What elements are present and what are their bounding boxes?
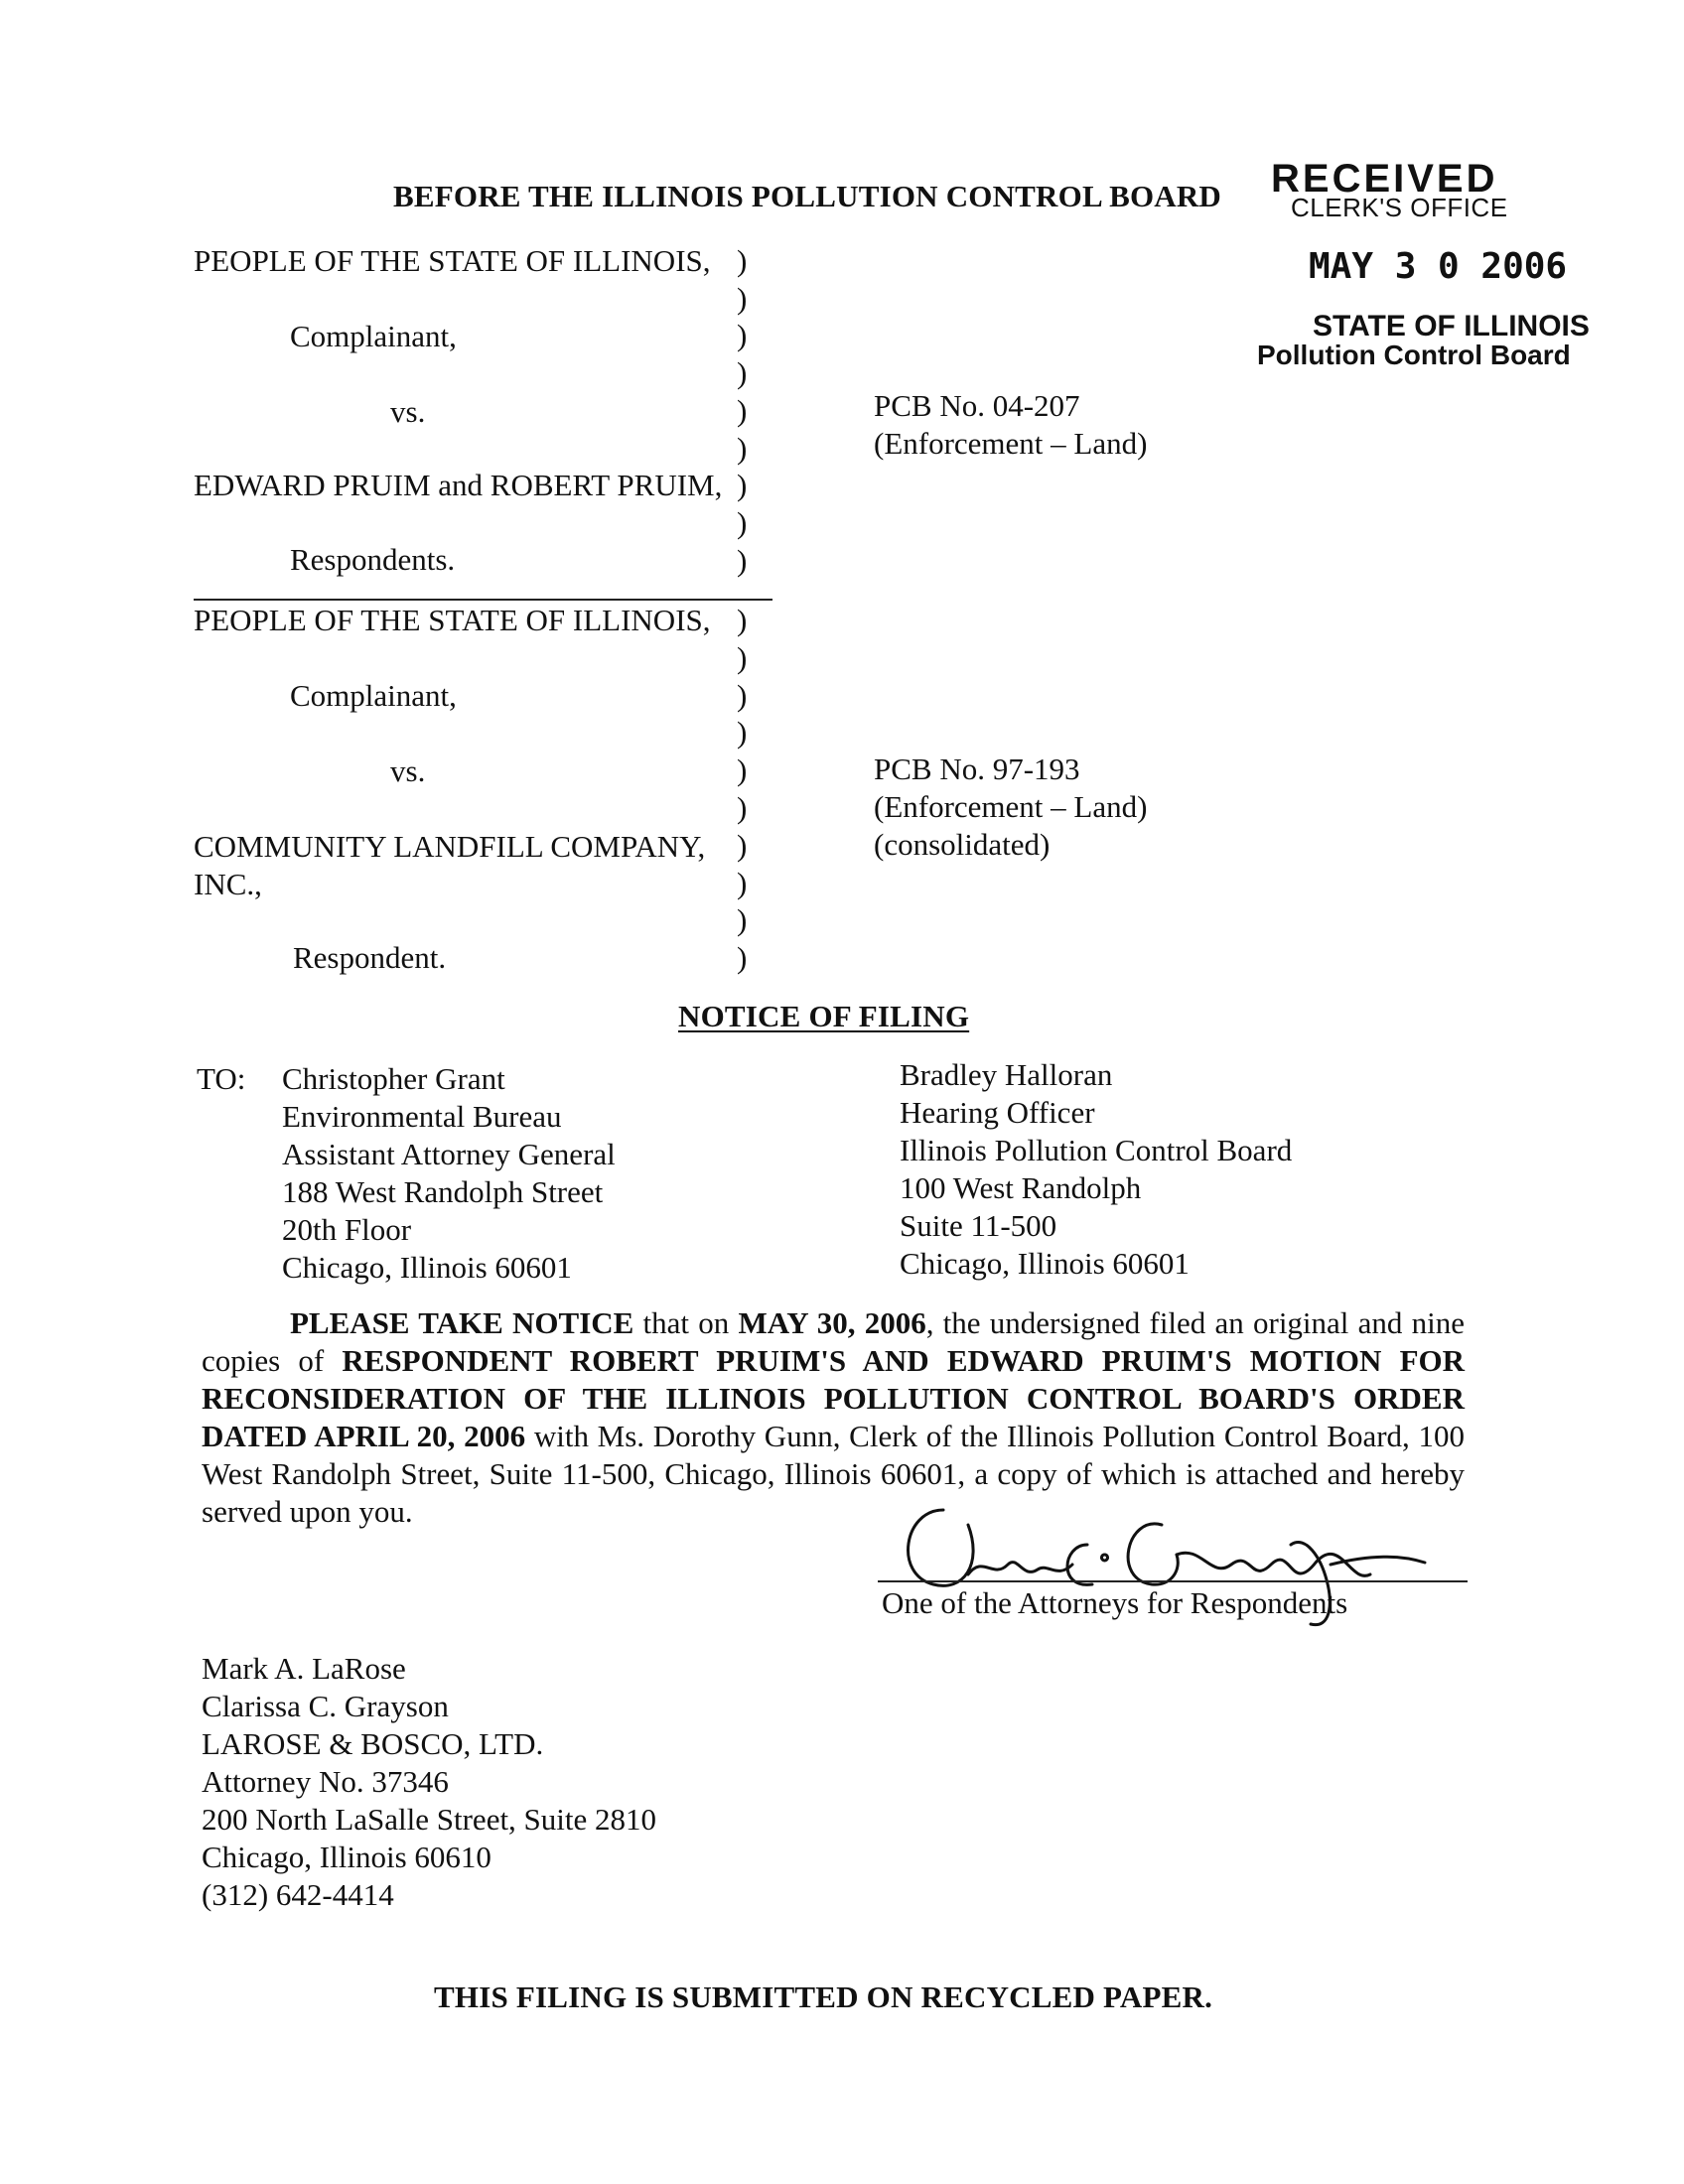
- caption-parentheses: ) ) ) ) ) ) ) ) ) ): [737, 603, 748, 976]
- case-number: PCB No. 04-207: [874, 388, 1080, 423]
- attorney-block: [202, 1650, 656, 1914]
- recipient-line: Bradley Halloran: [900, 1057, 1113, 1092]
- court-title: BEFORE THE ILLINOIS POLLUTION CONTROL BOARD: [393, 179, 1222, 213]
- complainant-name: PEOPLE OF THE STATE OF ILLINOIS,: [194, 603, 711, 637]
- respondent-name: EDWARD PRUIM and ROBERT PRUIM,: [194, 468, 723, 502]
- stamp-received: RECEIVED: [1271, 157, 1498, 201]
- versus-label: vs.: [390, 753, 426, 788]
- recipient-line: 20th Floor: [282, 1212, 412, 1247]
- caption-parentheses: ) ) ) ) ) ) ) ) ): [737, 243, 748, 578]
- signature-line: [878, 1580, 1468, 1582]
- recipient-line: Christopher Grant: [282, 1061, 505, 1096]
- case-number: PCB No. 97-193: [874, 751, 1080, 786]
- case-type: (Enforcement – Land): [874, 789, 1148, 824]
- stamp-date: MAY 3 0 2006: [1309, 246, 1568, 287]
- notice-text: with Ms. Dorothy Gunn, Clerk of the Illinois Pollution Control Board, 100 West Randolph Street, Suite 11-500, Chicago, Illinois 60601, a copy of which is attached and hereby served upon you.: [202, 1419, 1465, 1529]
- caption-divider: [194, 599, 772, 601]
- recycled-paper-footer: THIS FILING IS SUBMITTED ON RECYCLED PAPER.: [434, 1979, 1213, 2014]
- attorney-line: (312) 642-4414: [202, 1877, 394, 1912]
- motion-title: RESPONDENT ROBERT PRUIM'S AND EDWARD PRUIM'S MOTION FOR RECONSIDERATION OF THE ILLINOIS POLLUTION CONTROL BOARD'S ORDER DATED APRIL 20, 2006: [202, 1343, 1466, 1453]
- case-type: (Enforcement – Land): [874, 426, 1148, 461]
- recipient-right: [900, 1056, 1292, 1283]
- notice-lead: PLEASE TAKE NOTICE: [290, 1305, 634, 1340]
- recipient-line: 100 West Randolph: [900, 1170, 1142, 1205]
- attorney-line: 200 North LaSalle Street, Suite 2810: [202, 1802, 657, 1837]
- filing-date: MAY 30, 2006: [738, 1305, 926, 1340]
- stamp-clerk-office: CLERK'S OFFICE: [1291, 193, 1508, 222]
- recipient-line: Chicago, Illinois 60601: [282, 1250, 572, 1285]
- complainant-name: PEOPLE OF THE STATE OF ILLINOIS,: [194, 243, 711, 278]
- attorney-line: Chicago, Illinois 60610: [202, 1840, 491, 1874]
- recipient-line: Chicago, Illinois 60601: [900, 1246, 1190, 1281]
- notice-text: that on: [633, 1305, 739, 1340]
- respondent-name-line2: INC.,: [194, 867, 262, 901]
- attorney-line: Mark A. LaRose: [202, 1651, 406, 1686]
- recipient-line: Suite 11-500: [900, 1208, 1057, 1243]
- recipient-left: [282, 1060, 616, 1287]
- recipient-line: Environmental Bureau: [282, 1099, 562, 1134]
- to-label: TO:: [197, 1061, 246, 1096]
- recipient-line: 188 West Randolph Street: [282, 1174, 604, 1209]
- attorney-line: Attorney No. 37346: [202, 1764, 449, 1799]
- respondent-role: Respondents.: [290, 542, 456, 577]
- notice-text: , the undersigned filed an original and nine copies of: [202, 1305, 1465, 1378]
- recipient-line: Hearing Officer: [900, 1095, 1095, 1130]
- case-note: (consolidated): [874, 827, 1051, 862]
- recipient-line: Assistant Attorney General: [282, 1137, 616, 1171]
- respondent-name-line1: COMMUNITY LANDFILL COMPANY,: [194, 829, 706, 864]
- complainant-role: Complainant,: [290, 319, 457, 353]
- complainant-role: Complainant,: [290, 678, 457, 713]
- notice-title: NOTICE OF FILING: [678, 999, 970, 1033]
- stamp-board: Pollution Control Board: [1257, 340, 1571, 370]
- recipient-line: Illinois Pollution Control Board: [900, 1133, 1293, 1167]
- signature-caption: One of the Attorneys for Respondents: [882, 1585, 1348, 1620]
- attorney-line: LAROSE & BOSCO, LTD.: [202, 1726, 544, 1761]
- respondent-role: Respondent.: [293, 940, 447, 975]
- versus-label: vs.: [390, 394, 426, 429]
- stamp-state: STATE OF ILLINOIS: [1313, 310, 1590, 342]
- attorney-line: Clarissa C. Grayson: [202, 1689, 449, 1723]
